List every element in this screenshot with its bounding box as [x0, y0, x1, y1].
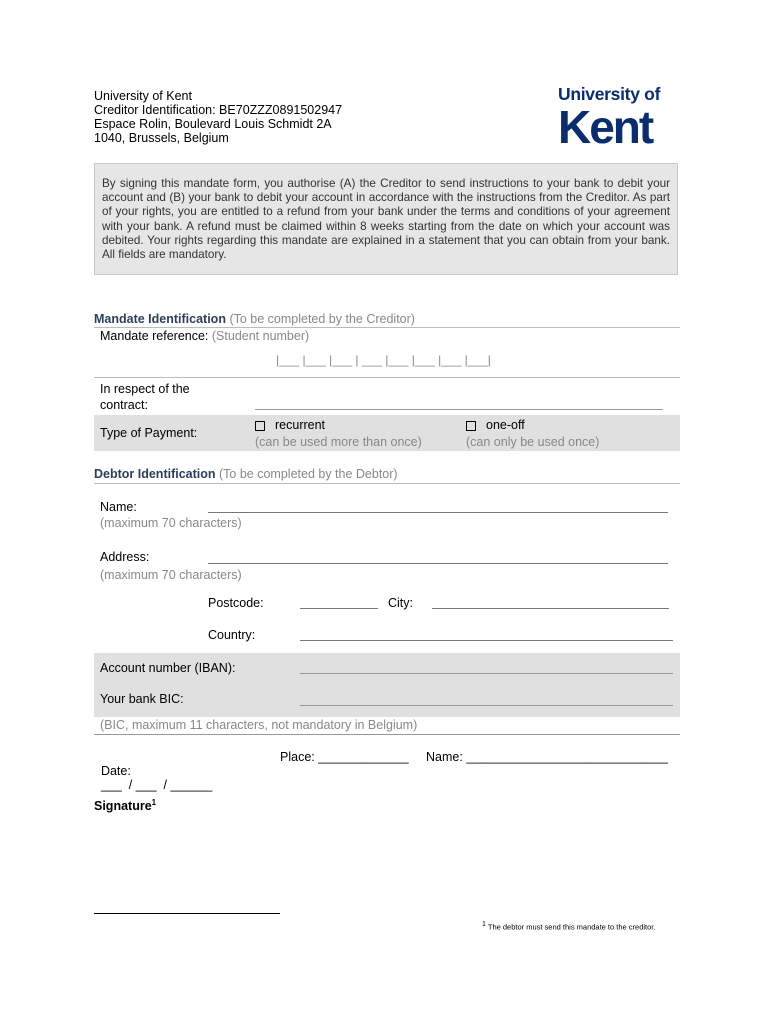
iban-input[interactable]: [300, 673, 673, 674]
bic-note: (BIC, maximum 11 characters, not mandatory in Belgium): [100, 718, 418, 732]
creditor-name: University of Kent: [94, 89, 192, 103]
debtor-address-label: Address:: [100, 550, 150, 564]
oneoff-label: one-off: [486, 418, 525, 432]
recurrent-checkbox[interactable]: [255, 421, 265, 431]
iban-label: Account number (IBAN):: [100, 661, 236, 675]
country-input[interactable]: [300, 640, 673, 641]
mandate-section-title: Mandate Identification: [94, 312, 226, 326]
recurrent-note: (can be used more than once): [255, 435, 422, 449]
mandate-reference-input[interactable]: |___ |___ |___ | ___ |___ |___ |___ |___|: [276, 353, 491, 367]
debtor-address-input[interactable]: [208, 563, 668, 564]
mandate-divider: [94, 327, 680, 328]
debtor-section-note: (To be completed by the Debtor): [219, 467, 398, 481]
city-label: City:: [388, 596, 413, 610]
debtor-address-note: (maximum 70 characters): [100, 568, 242, 582]
logo-main-text: Kent: [558, 101, 653, 153]
contract-label-line1: In respect of the: [100, 382, 190, 396]
mandate-section-header: [94, 312, 415, 326]
date-field[interactable]: [94, 750, 212, 792]
mandate-reference-label: Mandate reference:: [100, 329, 209, 343]
date-blanks[interactable]: ___ / ___ / ______: [100, 778, 213, 792]
creditor-id: Creditor Identification: BE70ZZZ0891502947: [94, 103, 343, 117]
bic-input[interactable]: [300, 705, 673, 706]
footnote: [482, 921, 655, 932]
place-field[interactable]: [280, 750, 409, 764]
oneoff-checkbox[interactable]: [466, 421, 476, 431]
place-label: Place:: [280, 750, 315, 764]
creditor-address-line2: 1040, Brussels, Belgium: [94, 131, 229, 145]
signature-text: Signature: [94, 799, 152, 814]
intro-text: By signing this mandate form, you authorise (A) the Creditor to send instructions to your bank to debit your account and (B) your bank to debit your account in accordance with the instructions from the Creditor. As part of your rights, you are entitled to a refund from your bank under the terms and conditions of your agreement with your bank. A refund must be claimed within 8 weeks starting from the date on which your account was debited. Your rights regarding this mandate are explained in a statement that you can obtain from your bank. All fields are mandatory.: [94, 163, 678, 275]
debtor-bottom-divider: [94, 734, 680, 735]
signature-footnote-mark: 1: [151, 798, 157, 807]
mandate-section-note: (To be completed by the Creditor): [229, 312, 415, 326]
city-input[interactable]: [432, 608, 669, 609]
payment-type-label: Type of Payment:: [100, 426, 198, 440]
postcode-label: Postcode:: [208, 596, 264, 610]
footnote-mark: 1: [482, 921, 486, 928]
bic-label: Your bank BIC:: [100, 692, 184, 706]
signature-label: [94, 798, 156, 813]
place-blank[interactable]: _____________: [318, 750, 409, 764]
footnote-text: The debtor must send this mandate to the creditor.: [487, 922, 656, 932]
contract-label: [100, 381, 190, 413]
mandate-reference-row: [100, 329, 309, 343]
debtor-section-title: Debtor Identification: [94, 467, 216, 481]
university-logo: [558, 84, 668, 153]
creditor-address: [94, 89, 342, 145]
creditor-address-line1: Espace Rolin, Boulevard Louis Schmidt 2A: [94, 117, 332, 131]
date-label: Date:: [100, 764, 131, 778]
contract-input[interactable]: [255, 409, 663, 410]
signer-name-field[interactable]: [426, 750, 668, 764]
debtor-section-header: [94, 467, 398, 481]
debtor-divider: [94, 483, 680, 484]
debtor-name-label: Name:: [100, 500, 137, 514]
signer-name-label: Name:: [426, 750, 463, 764]
recurrent-option[interactable]: [255, 418, 325, 432]
recurrent-label: recurrent: [275, 418, 326, 432]
country-label: Country:: [208, 628, 256, 642]
mandate-divider-2: [94, 377, 680, 378]
debtor-name-note: (maximum 70 characters): [100, 516, 242, 530]
oneoff-note: (can only be used once): [466, 435, 600, 449]
signer-name-blank[interactable]: _____________________________: [466, 750, 668, 764]
oneoff-option[interactable]: [466, 418, 525, 432]
logo-top-text: University of: [558, 84, 661, 104]
footnote-separator: [94, 913, 280, 914]
mandate-reference-note: (Student number): [211, 329, 310, 343]
postcode-input[interactable]: [300, 608, 378, 609]
debtor-name-input[interactable]: [208, 512, 668, 513]
contract-label-line2: contract:: [100, 398, 148, 412]
